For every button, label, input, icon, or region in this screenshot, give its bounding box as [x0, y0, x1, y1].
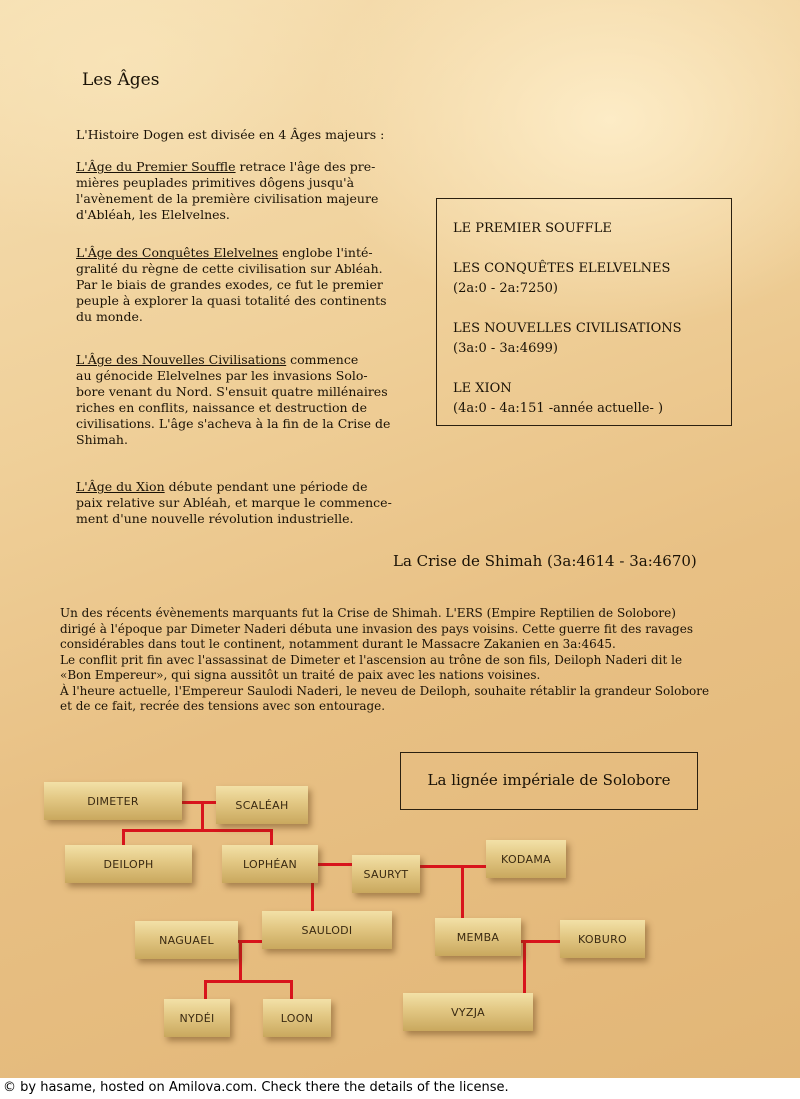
age-term: L'Âge des Nouvelles Civilisations	[76, 352, 287, 367]
tree-node-koburo: KOBURO	[560, 920, 645, 958]
crisis-paragraph: Un des récents évènements marquants fut la Crise de Shimah. L'ERS (Empire Reptilien de Solobore) dirigé à l'époque par Dimeter Naderi débuta une invasion des pays voisins. Cette guerre fit des ravages considérables dans tout le continent, notamment durant le Massacre Zakanien en 3a:4645. Le conflit prit fin avec l'assassinat de Dimeter et l'ascension au trône de son fils, Deiloph Naderi dit le «Bon Empereur», qui signa aussitôt un traité de paix avec les nations voisines. À l'heure actuelle, l'Empereur Saulodi Naderi, le neveu de Deiloph, souhaite rétablir la grandeur Solobore et de ce fait, recrée des tensions avec son entourage.	[60, 606, 710, 713]
tree-node-nydei: NYDÉI	[164, 999, 230, 1037]
connector-line	[418, 865, 488, 868]
ages-box-entry: LE XION (4a:0 - 4a:151 -année actuelle- )	[453, 381, 664, 416]
connector-line	[122, 829, 125, 845]
age-term: L'Âge du Xion	[76, 479, 165, 494]
lineage-title-box: La lignée impériale de Solobore	[400, 752, 698, 810]
ages-box-entry: LE PREMIER SOUFFLE	[453, 221, 612, 236]
tree-node-loon: LOON	[263, 999, 331, 1037]
license-footer: © by hasame, hosted on Amilova.com. Check there the details of the license.	[3, 1080, 509, 1095]
tree-node-lopheam: LOPHÉAN	[222, 845, 318, 883]
tree-node-scaleah: SCALÉAH	[216, 786, 308, 824]
tree-node-deiloph: DEILOPH	[65, 845, 192, 883]
age-paragraph-conquetes: L'Âge des Conquêtes Elelvelnes englobe l'inté- gralité du règne de cette civilisation sur Abléah. Par le biais de grandes exodes, ce fut le premier peuple à explorer la quasi totalité des continents du monde.	[76, 245, 387, 324]
age-term: L'Âge des Conquêtes Elelvelnes	[76, 245, 279, 260]
connector-line	[204, 980, 207, 1000]
tree-node-saulodi: SAULODI	[262, 911, 392, 949]
ages-title: Les Âges	[82, 70, 160, 90]
age-paragraph-nouvelles-civilisations: L'Âge des Nouvelles Civilisations commence au génocide Elelvelnes par les invasions Solo- bore venant du Nord. S'ensuit quatre millénaires riches en conflits, naissance et destruction de civilisations. L'âge s'acheva à la fin de la Crise de Shimah.	[76, 352, 391, 447]
ages-summary-box	[436, 198, 732, 426]
connector-line	[239, 942, 242, 982]
ages-box-entry: LES CONQUÊTES ELELVELNES (2a:0 - 2a:7250)	[453, 261, 671, 296]
crisis-title: La Crise de Shimah (3a:4614 - 3a:4670)	[393, 552, 697, 570]
connector-line	[122, 829, 272, 832]
connector-line	[270, 829, 273, 845]
ages-intro: L'Histoire Dogen est divisée en 4 Âges majeurs :	[76, 127, 385, 142]
age-paragraph-premier-souffle: L'Âge du Premier Souffle retrace l'âge des pre- mières peuplades primitives dôgens jusqu'à l'avènement de la première civilisation majeure d'Abléah, les Elelvelnes.	[76, 159, 379, 222]
tree-node-vyzja: VYZJA	[403, 993, 533, 1031]
ages-box-entry: LES NOUVELLES CIVILISATIONS (3a:0 - 3a:4699)	[453, 321, 682, 356]
tree-node-memba: MEMBA	[435, 918, 521, 956]
tree-node-kodama: KODAMA	[486, 840, 566, 878]
tree-node-sauryt: SAURYT	[352, 855, 420, 893]
age-paragraph-xion: L'Âge du Xion débute pendant une période de paix relative sur Abléah, et marque le commence- ment d'une nouvelle révolution industrielle.	[76, 479, 392, 526]
connector-line	[204, 980, 292, 983]
connector-line	[521, 940, 563, 943]
tree-node-dimeter: DIMETER	[44, 782, 182, 820]
age-term: L'Âge du Premier Souffle	[76, 159, 236, 174]
connector-line	[201, 803, 204, 831]
connector-line	[461, 866, 464, 918]
connector-line	[523, 942, 526, 994]
connector-line	[290, 980, 293, 1000]
tree-node-naguael: NAGUAEL	[135, 921, 238, 959]
